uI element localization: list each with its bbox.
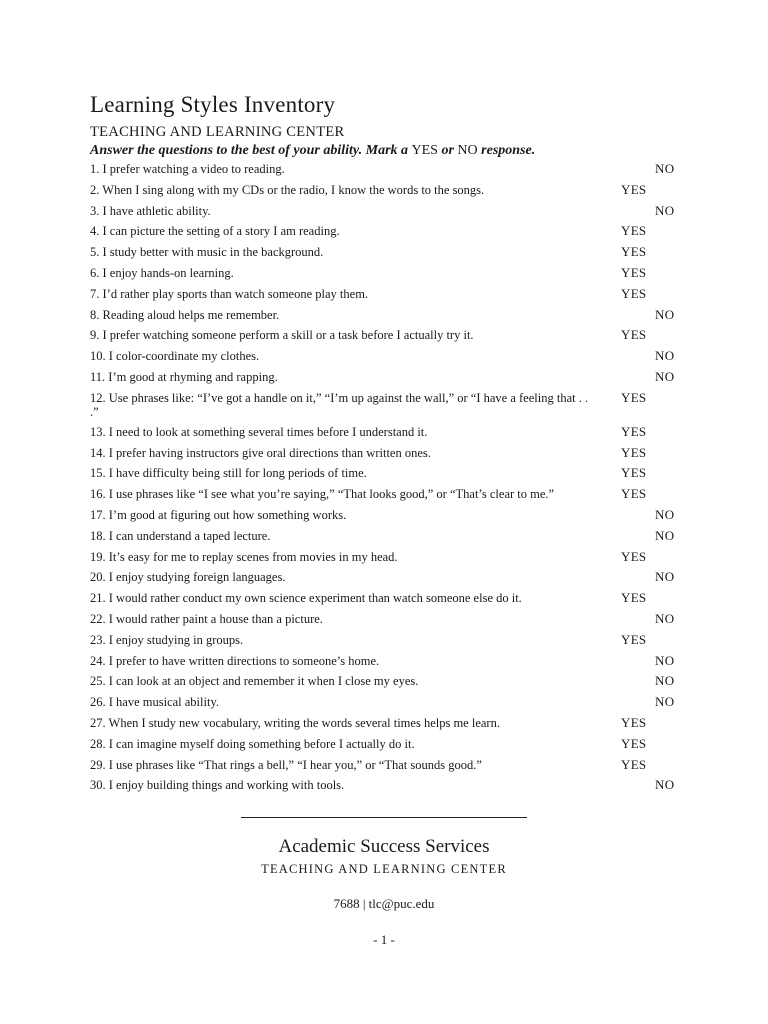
question-row	[90, 222, 690, 243]
question-text: 3. I have athletic ability.	[90, 203, 211, 218]
question-answer: YES	[621, 264, 647, 280]
question-answer: NO	[655, 777, 675, 793]
question-text: 26. I have musical ability.	[90, 695, 220, 710]
instructions-response: response.	[481, 143, 536, 158]
question-row	[90, 160, 690, 181]
instructions-text: Answer the questions to the best of your ability. Mark a	[90, 143, 409, 158]
footer-divider	[241, 817, 527, 818]
question-answer: YES	[621, 548, 647, 564]
question-row	[90, 444, 690, 465]
question-answer: YES	[621, 181, 647, 197]
instructions-yes: YES	[411, 143, 438, 158]
question-row	[90, 423, 690, 444]
question-row	[90, 714, 690, 735]
question-text: 8. Reading aloud helps me remember.	[90, 307, 280, 322]
question-answer: YES	[621, 223, 647, 239]
question-row	[90, 202, 690, 223]
question-text: 9. I prefer watching someone perform a skill or a task before I actually try it.	[90, 328, 474, 343]
question-text: 25. I can look at an object and remember it when I close my eyes.	[90, 674, 419, 689]
question-text: 24. I prefer to have written directions to someone’s home.	[90, 653, 380, 668]
question-row	[90, 285, 690, 306]
question-row	[90, 389, 690, 423]
question-answer: NO	[655, 673, 675, 689]
question-answer: YES	[621, 590, 647, 606]
question-answer: YES	[621, 756, 647, 772]
question-row	[90, 548, 690, 569]
question-answer: NO	[655, 527, 675, 543]
question-text: 16. I use phrases like “I see what you’re saying,” “That looks good,” or “That’s clear to me.”	[90, 487, 555, 502]
question-row	[90, 306, 690, 327]
question-row	[90, 776, 690, 797]
question-answer: YES	[621, 423, 647, 439]
document-subtitle: TEACHING AND LEARNING CENTER	[90, 124, 345, 140]
question-row	[90, 527, 690, 548]
question-text: 5. I study better with music in the background.	[90, 245, 324, 260]
question-answer: YES	[621, 285, 647, 301]
footer-subtitle: TEACHING AND LEARNING CENTER	[261, 862, 507, 876]
question-row	[90, 243, 690, 264]
question-row	[90, 368, 690, 389]
question-answer: YES	[621, 244, 647, 260]
question-row	[90, 181, 690, 202]
question-row	[90, 589, 690, 610]
question-answer: NO	[655, 368, 675, 384]
question-answer: NO	[655, 694, 675, 710]
question-text: 22. I would rather paint a house than a picture.	[90, 611, 323, 626]
question-list	[90, 160, 690, 797]
page-number: - 1 -	[373, 932, 395, 947]
question-answer: YES	[621, 631, 647, 647]
question-text: 23. I enjoy studying in groups.	[90, 632, 244, 647]
question-row	[90, 652, 690, 673]
question-text: 12. Use phrases like: “I’ve got a handle on it,” “I’m up against the wall,” or “I have a feeling that . . .”	[90, 390, 589, 419]
question-answer: NO	[655, 306, 675, 322]
question-text: 18. I can understand a taped lecture.	[90, 528, 271, 543]
question-text: 14. I prefer having instructors give oral directions than written ones.	[90, 445, 431, 460]
footer-title: Academic Success Services	[278, 836, 490, 857]
question-answer: YES	[621, 465, 647, 481]
question-text: 13. I need to look at something several times before I understand it.	[90, 424, 428, 439]
question-text: 11. I’m good at rhyming and rapping.	[90, 369, 278, 384]
question-text: 20. I enjoy studying foreign languages.	[90, 570, 286, 585]
question-row	[90, 568, 690, 589]
question-answer: NO	[655, 202, 675, 218]
question-row	[90, 693, 690, 714]
question-answer: YES	[621, 389, 647, 405]
question-answer: NO	[655, 569, 675, 585]
question-text: 6. I enjoy hands-on learning.	[90, 265, 234, 280]
question-text: 19. It’s easy for me to replay scenes from movies in my head.	[90, 549, 398, 564]
question-answer: NO	[655, 652, 675, 668]
question-text: 17. I’m good at figuring out how something works.	[90, 507, 347, 522]
question-row	[90, 756, 690, 777]
instructions-no: NO	[457, 143, 478, 158]
question-answer: NO	[655, 348, 675, 364]
question-answer: NO	[655, 506, 675, 522]
question-row	[90, 672, 690, 693]
question-answer: NO	[655, 161, 675, 176]
question-row	[90, 610, 690, 631]
question-answer: YES	[621, 327, 647, 343]
question-text: 30. I enjoy building things and working with tools.	[90, 778, 345, 793]
question-row	[90, 735, 690, 756]
question-text: 2. When I sing along with my CDs or the radio, I know the words to the songs.	[90, 182, 485, 197]
question-text: 28. I can imagine myself doing something before I actually do it.	[90, 736, 415, 751]
footer-contact: 7688 | tlc@puc.edu	[333, 896, 435, 911]
question-answer: YES	[621, 714, 647, 730]
question-text: 29. I use phrases like “That rings a bell,” “I hear you,” or “That sounds good.”	[90, 757, 482, 772]
question-text: 27. When I study new vocabulary, writing the words several times helps me learn.	[90, 715, 500, 730]
question-row	[90, 264, 690, 285]
question-text: 4. I can picture the setting of a story I am reading.	[90, 224, 340, 239]
question-text: 21. I would rather conduct my own science experiment than watch someone else do it.	[90, 591, 522, 606]
question-row	[90, 506, 690, 527]
question-answer: YES	[621, 735, 647, 751]
instructions	[90, 143, 535, 159]
instructions-or: or	[441, 143, 454, 158]
question-row	[90, 326, 690, 347]
question-text: 1. I prefer watching a video to reading.	[90, 162, 285, 176]
document-title: Learning Styles Inventory	[90, 92, 336, 117]
question-row	[90, 631, 690, 652]
question-answer: YES	[621, 486, 647, 502]
question-row	[90, 485, 690, 506]
question-text: 10. I color-coordinate my clothes.	[90, 349, 260, 364]
question-row	[90, 347, 690, 368]
question-text: 15. I have difficulty being still for long periods of time.	[90, 466, 367, 481]
question-answer: NO	[655, 610, 675, 626]
question-row	[90, 464, 690, 485]
question-answer: YES	[621, 444, 647, 460]
question-text: 7. I’d rather play sports than watch someone play them.	[90, 286, 369, 301]
